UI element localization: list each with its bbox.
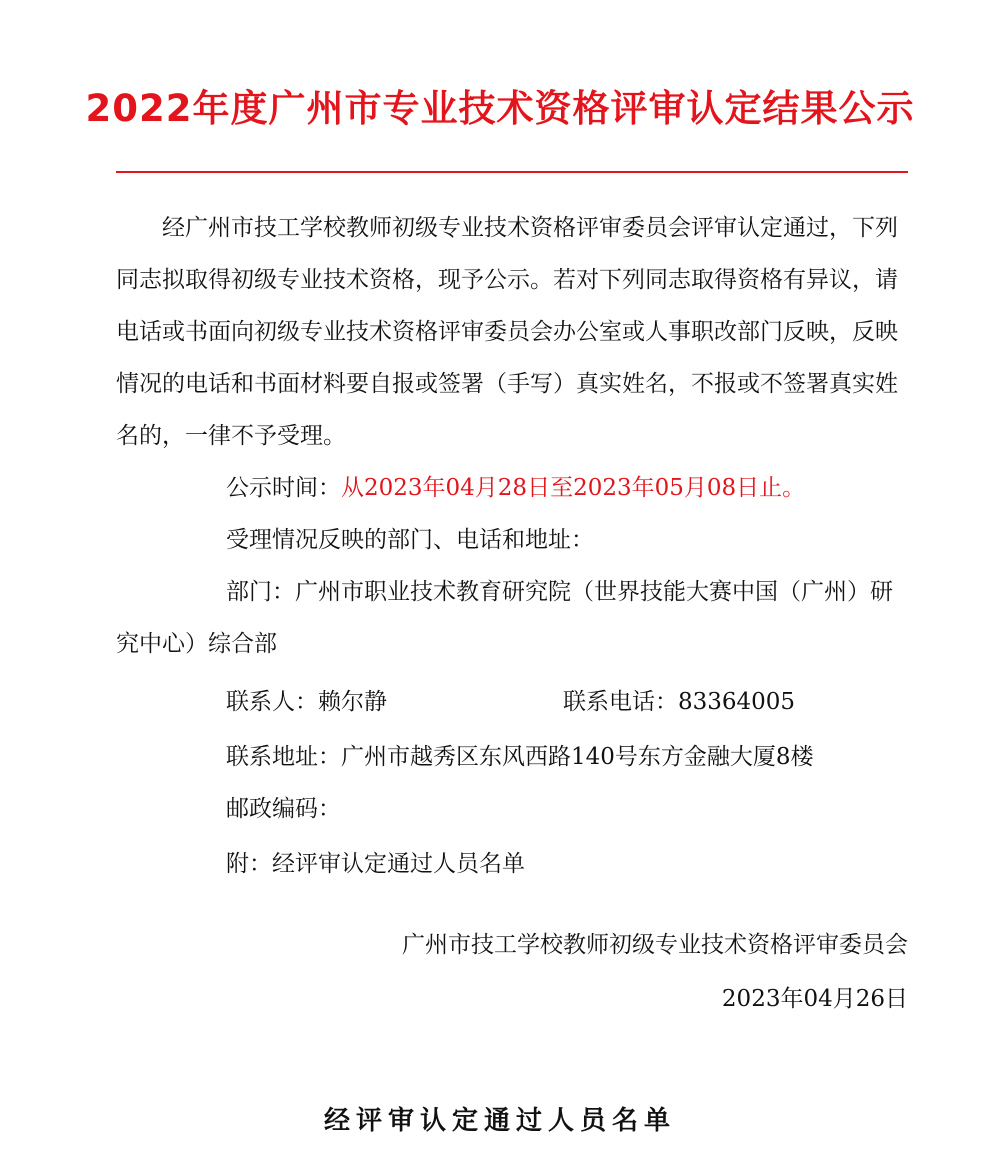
list-title: 经评审认定通过人员名单: [323, 1106, 676, 1136]
contact-phone: 联系电话：83364005: [563, 689, 796, 715]
notice-body: [116, 202, 908, 890]
publicity-period-label: 公示时间：: [226, 475, 341, 501]
postal-code-line: 邮政编码：: [226, 796, 341, 822]
document-title: 2022年度广州市专业技术资格评审认定结果公示: [85, 87, 915, 130]
publicity-period: [116, 462, 908, 514]
contact-row: [116, 676, 908, 728]
publicity-period-value: 从2023年04月28日至2023年05月08日止。: [341, 475, 806, 501]
title-divider: [116, 171, 908, 173]
signature-block: [402, 918, 908, 1026]
address-line: 联系地址：广州市越秀区东风西路140号东方金融大厦8楼: [226, 744, 814, 770]
signature-date: 2023年04月26日: [721, 986, 908, 1012]
attachment-line: 附：经评审认定通过人员名单: [226, 851, 525, 877]
reception-heading: 受理情况反映的部门、电话和地址：: [226, 527, 594, 553]
intro-paragraph: 经广州市技工学校教师初级专业技术资格评审委员会评审认定通过，下列同志拟取得初级专业技术资格，现予公示。若对下列同志取得资格有异议，请电话或书面向初级专业技术资格评审委员会办公室或人事职改部门反映，反映情况的电话和书面材料要自报或签署（手写）真实姓名，不报或不签署真实姓名的，一律不予受理。: [116, 215, 898, 449]
contact-person: 联系人：赖尔静: [226, 689, 387, 715]
department-line: 部门：广州市职业技术教育研究院（世界技能大赛中国（广州）研究中心）综合部: [116, 579, 893, 657]
signature-org: 广州市技工学校教师初级专业技术资格评审委员会: [402, 932, 908, 958]
